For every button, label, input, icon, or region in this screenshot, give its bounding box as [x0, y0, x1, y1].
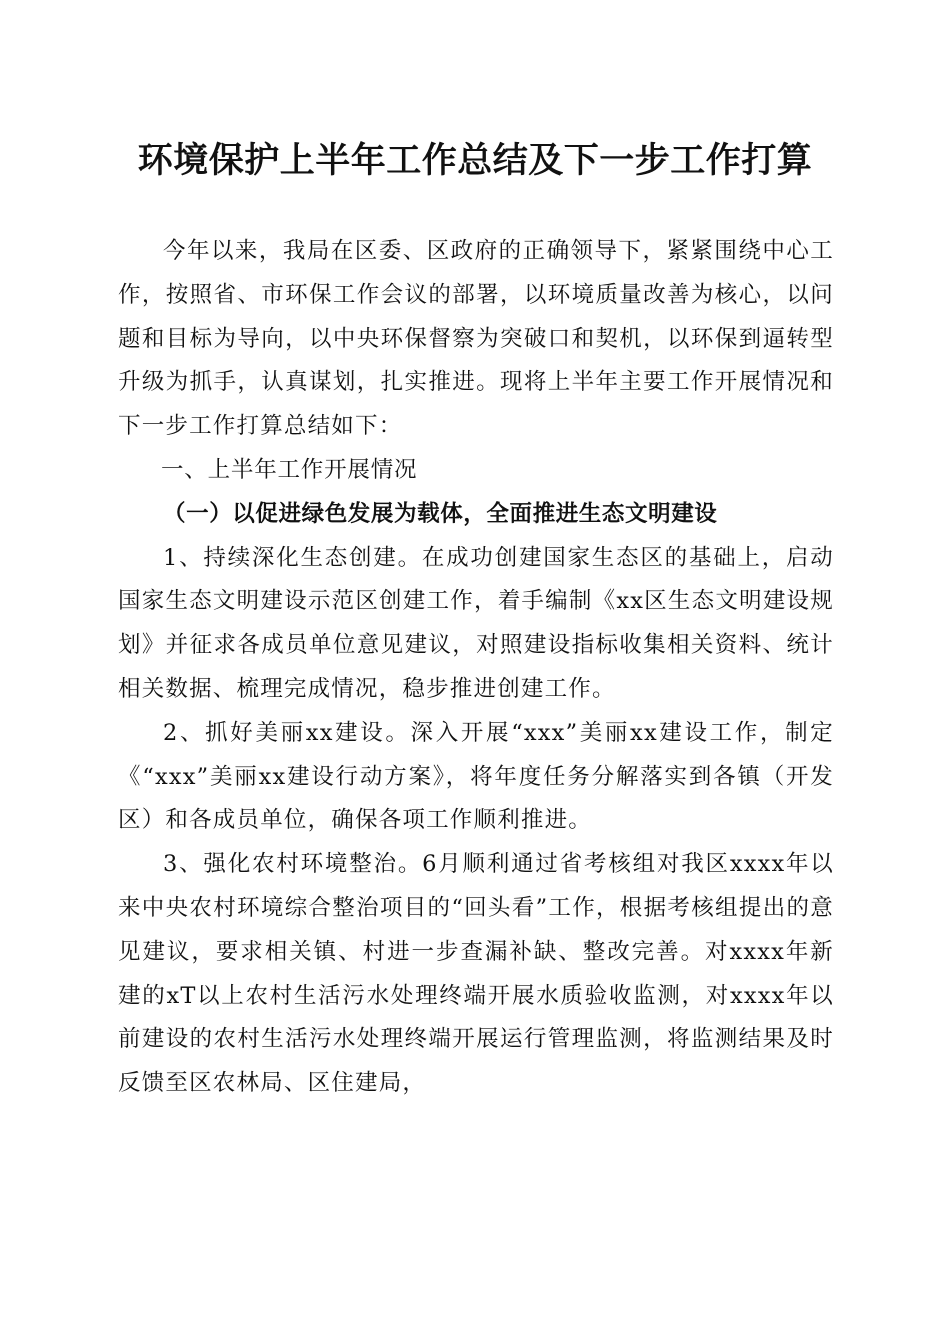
subsection-heading: （一）以促进绿色发展为载体，全面推进生态文明建设 [163, 500, 718, 527]
document-title: 环境保护上半年工作总结及下一步工作打算 [137, 140, 813, 181]
item-paragraph-3: 3、强化农村环境整治。6月顺利通过省考核组对我区xxxx年以来中央农村环境综合整治项目的“回头看”工作，根据考核组提出的意见建议，要求相关镇、村进一步查漏补缺、整改完善。对xxxx年新建的xT以上农村生活污水处理终端开展水质验收监测，对xxxx年以前建设的农村生活污水处理终端开展运行管理监测，将监测结果及时反馈至区农林局、区住建局， [118, 851, 834, 1097]
section-heading: 一、上半年工作开展情况 [161, 456, 418, 483]
item-paragraph-2: 2、抓好美丽xx建设。深入开展“xxx”美丽xx建设工作，制定《“xxx”美丽xx建设行动方案》，将年度任务分解落实到各镇（开发区）和各成员单位，确保各项工作顺利推进。 [118, 719, 834, 834]
intro-paragraph: 今年以来，我局在区委、区政府的正确领导下，紧紧围绕中心工作，按照省、市环保工作会议的部署，以环境质量改善为核心，以问题和目标为导向，以中央环保督察为突破口和契机，以环保到逼转型升级为抓手，认真谋划，扎实推进。现将上半年主要工作开展情况和下一步工作打算总结如下： [118, 238, 834, 440]
document-body [118, 230, 834, 1106]
item-paragraph-1: 1、持续深化生态创建。在成功创建国家生态区的基础上，启动国家生态文明建设示范区创建工作，着手编制《xx区生态文明建设规划》并征求各成员单位意见建议，对照建设指标收集相关资料、统计相关数据、梳理完成情况，稳步推进创建工作。 [118, 544, 834, 702]
